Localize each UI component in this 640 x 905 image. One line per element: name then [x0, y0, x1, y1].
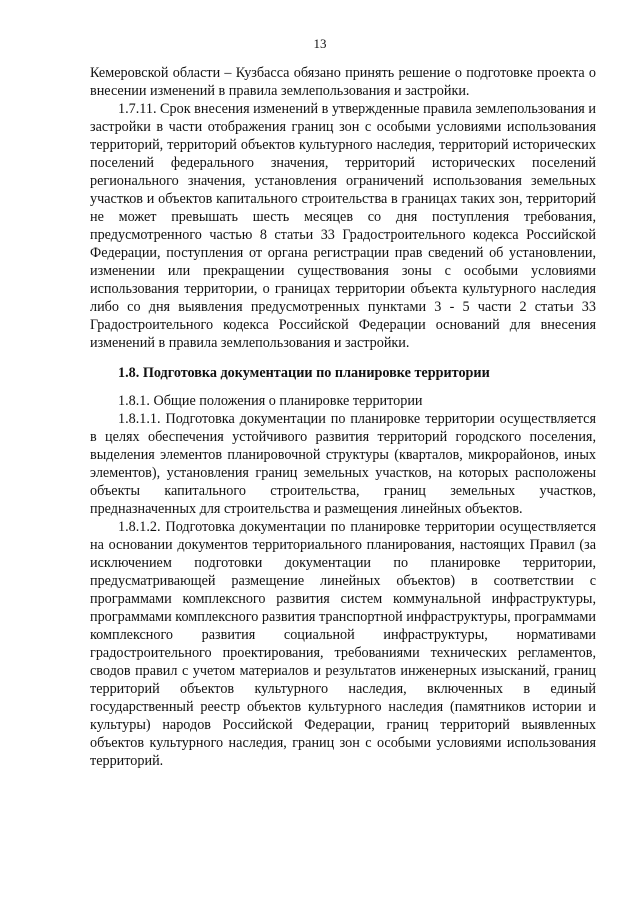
subsection-heading-1-8-1: 1.8.1. Общие положения о планировке территории	[118, 393, 423, 409]
page-number: 13	[313, 36, 327, 51]
paragraph-1-7-11: 1.7.11. Срок внесения изменений в утвержденные правила землепользования и застройки в части отображения границ зон с особыми условиями использования территорий, территорий объектов культурного наследия, территорий исторических поселений федерального значения, территорий исторических поселений регионального значения, установления ограничений использования земельных участков и объектов капитального строительства в границах таких зон, территорий не может превышать шесть месяцев со дня поступления требования, предусмотренного частью 8 статьи 33 Градостроительного кодекса Российской Федерации, поступления от органа регистрации прав сведений об установлении, изменении или прекращении существования зоны с особыми условиями использования территории, о границах территории объекта культурного наследия либо со дня выявления предусмотренных пунктами 3 - 5 части 2 статьи 33 Градостроительного кодекса Российской Федерации оснований для внесения изменений в правила землепользования и застройки.	[90, 101, 596, 351]
paragraph-continuation: Кемеровской области – Кузбасса обязано принять решение о подготовке проекта о внесении изменений в правила землепользования и застройки.	[90, 65, 596, 99]
document-body	[90, 64, 596, 770]
paragraph-1-8-1-1: 1.8.1.1. Подготовка документации по планировке территории осуществляется в целях обеспечения устойчивого развития территорий городского поселения, выделения элементов планировочной структуры (кварталов, микрорайонов, иных элементов), установления границ земельных участков, на которых расположены объекты капитального строительства, границ земельных участков, предназначенных для строительства и размещения линейных объектов.	[90, 411, 596, 517]
paragraph-1-8-1-2: 1.8.1.2. Подготовка документации по планировке территории осуществляется на основании документов территориального планирования, настоящих Правил (за исключением подготовки документации по планировке территории, предусматривающей размещение линейных объектов) в соответствии с программами комплексного развития систем коммунальной инфраструктуры, программами комплексного развития транспортной инфраструктуры, программами комплексного развития социальной инфраструктуры, нормативами градостроительного проектирования, требованиями технических регламентов, сводов правил с учетом материалов и результатов инженерных изысканий, границ территорий объектов культурного наследия, включенных в единый государственный реестр объектов культурного наследия (памятников истории и культуры) народов Российской Федерации, границ территорий выявленных объектов культурного наследия, границ зон с особыми условиями использования территорий.	[90, 519, 596, 769]
section-heading-1-8: 1.8. Подготовка документации по планировке территории	[118, 365, 490, 381]
